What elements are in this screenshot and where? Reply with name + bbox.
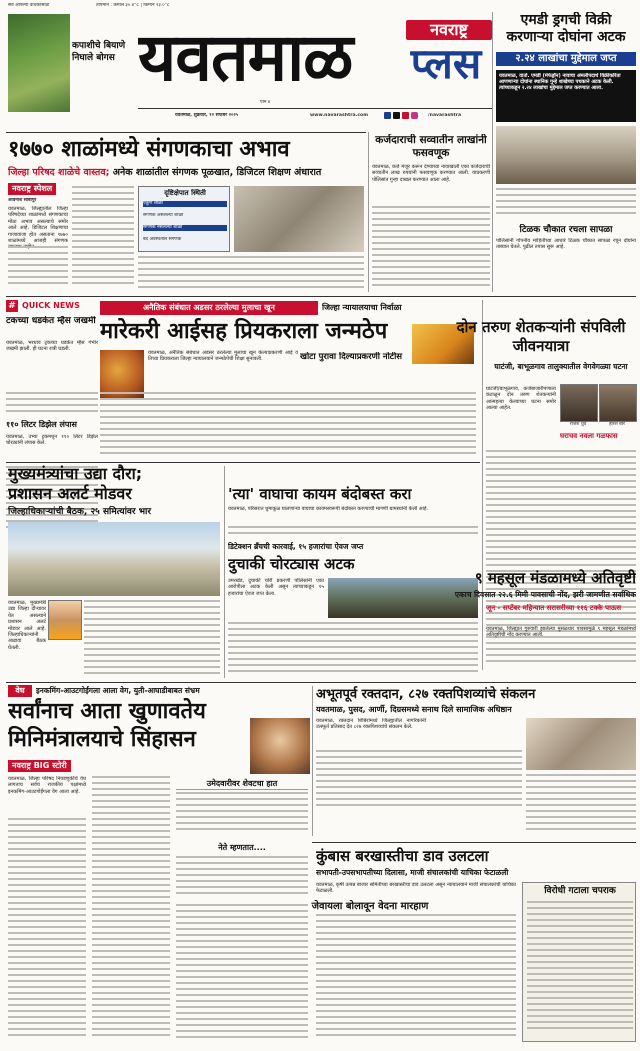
divider-tiger bbox=[224, 466, 225, 678]
lead-top-rule bbox=[6, 132, 366, 133]
lead-body-1: यवतमाळ, जिल्ह्यातील जिल्हा परिषदेच्या शाळांमध्ये संगणकाचा मोठा अभाव असल्याचे समोर आले आहे. डिजिटल शिक्षणाचा गाजावाजा होत असताना १७७० शाळांमध्ये आजही संगणक bbox=[8, 206, 68, 245]
kubas-body: यवतमाळ, कृषी उत्पन्न बाजार समितीच्या बरखास्तीचा डाव उलटला असून न्यायालयाने माजी संचालकांची याचिका फेटाळली. bbox=[316, 882, 516, 895]
md-caption-title: टिळक चौकात रचला सापळा bbox=[519, 225, 613, 235]
wedh-text-2 bbox=[92, 776, 170, 1044]
hash-icon: # bbox=[6, 300, 18, 312]
quicknews-item1-body: यवतमाळ, भरधाव ट्रकच्या धडकेत म्हैस गंभीर जखमी झाली. ही घटना रात्री घडली. bbox=[6, 340, 98, 353]
md-photo bbox=[496, 126, 636, 184]
cm-body: यवतमाळ, मुख्यमंत्री उद्या जिल्हा दौऱ्यावर येत असल्याने प्रशासन अलर्ट मोडवर आले आहे. जिल्हाधिकाऱ्यांनी आढावा बैठक घेतली. bbox=[8, 600, 46, 651]
kubas-subhead: सभापती-उपसभापतीच्या दिलासा, माजी संचालकांची याचिका फेटाळली bbox=[316, 868, 509, 877]
blood-photo bbox=[526, 718, 636, 770]
youtube-icon[interactable] bbox=[402, 112, 409, 119]
wedh-kicker: इनकमिंग-आउटगोईंगला आला वेग, युती-आघाडीबाबत संभ्रम bbox=[36, 686, 200, 695]
fraud-body: यवतमाळ, कर्ज मंजूर करून देण्याच्या नावाखाली एका कर्जदाराची सव्वातीन लाख रुपयांनी फसवणूक करण्यात आली. याप्रकरणी पोलिसांत गुन्हा दाखल करण्यात आला आहे. bbox=[372, 164, 490, 183]
rain-side-title: जून - सप्टेंबर महिन्यात सरासरीच्या ११६ टक्के पाऊस bbox=[486, 604, 622, 612]
cm-portrait bbox=[48, 600, 82, 640]
teaser-photo bbox=[8, 14, 70, 112]
lead-subhead: अनेक शाळांतील संगणक पूळखात, डिजिटल शिक्षण अंधारात bbox=[112, 167, 322, 178]
instagram-icon[interactable] bbox=[411, 112, 418, 119]
story-md-drug bbox=[496, 12, 636, 292]
lead-photo bbox=[234, 186, 364, 252]
quicknews-item1-lines bbox=[6, 392, 98, 418]
masthead-rule bbox=[138, 108, 492, 109]
cm-subhead: जिल्हाधिकाऱ्यांची बैठक, २५ समित्यांवर भार bbox=[8, 507, 152, 517]
lead-badge: नवराष्ट्र स्पेशल bbox=[8, 183, 56, 195]
lead-text-col-1 bbox=[8, 246, 68, 292]
quicknews-item2-title: ११० लिटर डिझेल लंपास bbox=[6, 420, 77, 429]
farmer-photo-1 bbox=[560, 384, 598, 422]
kubas-top-rule bbox=[312, 842, 636, 843]
page-number: पान ४ bbox=[260, 100, 271, 105]
wedh-box-2-text bbox=[176, 856, 308, 900]
social-handle: /navarashtra bbox=[428, 113, 462, 118]
infobox-row-1: एकूण शाळा bbox=[143, 201, 227, 207]
farmers-headline: दोन तरुण शेतकऱ्यांनी संपविली जीवनयात्रा bbox=[456, 318, 626, 355]
farmer-name-2: हरिश बोरे bbox=[609, 422, 625, 427]
cm-text bbox=[84, 600, 220, 680]
farmers-body: घाटंजी/बाभूळगाव, कर्जबाजारीपणाला कंटाळून दोन तरुण शेतकऱ्यांनी आत्महत्या केल्याच्या घटना समोर आल्या आहेत. bbox=[486, 386, 556, 412]
md-subhead: २.२४ लाखांचा मुद्देमाल जप्त bbox=[496, 52, 636, 66]
blood-headline: अभूतपूर्व रक्तदान, ८२७ रक्तपिशव्यांचे संकलन bbox=[316, 687, 536, 702]
wedh-illustration bbox=[250, 718, 310, 774]
weather-label: तापमान : कमाल ३०.४°c | किमान २३.०°c bbox=[96, 3, 170, 8]
md-headline: एमडी ड्रगची विक्री करणाऱ्या दोघांना अटक bbox=[506, 12, 626, 45]
court-text bbox=[100, 392, 476, 460]
md-photo-caption bbox=[496, 188, 636, 222]
infobox-row-3: संगणक नसलेल्या शाळा bbox=[143, 225, 227, 231]
wedh-box-1-text bbox=[176, 792, 308, 838]
quicknews-label: QUICK NEWS bbox=[22, 301, 80, 310]
quicknews-item2-body: यवतमाळ, उभ्या ट्रकमधून ११० लिटर डिझेल चोरट्यांनी लंपास केले. bbox=[6, 434, 98, 447]
masthead-top-left: सर्व आपल्या वाचकांसाठी bbox=[8, 3, 50, 8]
blood-photo-text bbox=[526, 774, 636, 834]
kubas-side-title: विरोधी गटाला चपराक bbox=[544, 886, 616, 896]
md-body: यवतमाळ, वार्ता. एमडी (मेफेड्रॉन) नावाचा अंमलीपदार्थ विक्रीकरिता आणणाऱ्या दोघांना स्थानिक गुन्हे शाखेच्या पथकाने अटक केली. त्यांच्याकडून २.२४ लाखांचा मुद्देमाल जप्त करण्यात आला. bbox=[499, 73, 621, 92]
dateline: यवतमाळ, शुक्रवार, १२ सप्टेंबर २०२५ bbox=[175, 113, 239, 118]
quicknews-item1-title: टकच्या धडकेत म्हैस जखमी bbox=[6, 316, 96, 326]
md-body-box bbox=[496, 70, 636, 122]
website[interactable]: www.navarashtra.com bbox=[310, 113, 368, 118]
x-icon[interactable] bbox=[393, 112, 400, 119]
wedh-box-1: उमेदवारीवर शेवटचा हात bbox=[176, 778, 308, 790]
divider-top-right bbox=[492, 12, 493, 292]
fraud-headline: कर्जदाराची सव्वातीन लाखांनी फसवणूक bbox=[375, 134, 487, 159]
court-kicker-row bbox=[100, 301, 480, 315]
wedh-headline-2: मिनिमंत्रालयाचे सिंहासन bbox=[8, 727, 196, 752]
theft-headline: दुचाकी चोरट्यास अटक bbox=[228, 555, 355, 573]
quicknews-top-rule bbox=[6, 296, 636, 297]
cm-top-rule bbox=[6, 462, 480, 463]
kubas-headline: कुंबास बरखास्तीचा डाव उलटला bbox=[316, 847, 489, 865]
farmers-subhead: घाटंजी, बाभूळगाव तालुक्यातील वेगवेगळ्या घटना bbox=[494, 362, 628, 371]
quicknews-column bbox=[6, 300, 98, 540]
divider-mid bbox=[368, 132, 369, 292]
wedh-text-1 bbox=[8, 818, 86, 1044]
wedh-box-3: जेवायला बोलावून वेदना मारहाण bbox=[311, 901, 429, 912]
court-headline: मारेकरी आईसह प्रियकराला जन्मठेप bbox=[100, 319, 388, 344]
rain-subhead: एकाच दिवसात २२.६ मिमी पावसाची नोंद, झरी जामणीत सर्वाधिक bbox=[454, 590, 636, 599]
wedh-badge: नवराष्ट्र BIG स्टोरी bbox=[8, 760, 71, 772]
farmers-box-title: घराचव नवला गळफास bbox=[560, 432, 618, 440]
fraud-text bbox=[372, 206, 490, 292]
lead-headline: १७७० शाळांमध्ये संगणकाचा अभाव bbox=[8, 137, 290, 162]
lead-text-col-2 bbox=[72, 186, 134, 292]
masthead-title: यवतमाळ bbox=[138, 18, 353, 96]
wedh-box-3-text bbox=[176, 904, 308, 1044]
brand-line2: प्लस bbox=[410, 39, 482, 88]
lead-byline: अविनाश साबापुरे bbox=[8, 198, 37, 203]
infobox-row-4: बंद अवस्थेतील संगणक bbox=[143, 237, 182, 242]
lead-subhead-row bbox=[8, 166, 364, 180]
kubas-side-text bbox=[527, 901, 633, 1037]
md-caption-lines bbox=[496, 188, 636, 222]
brand-line1: नवराष्ट्र bbox=[406, 20, 492, 40]
theft-kicker: डिटेक्शन ब्रँचची कारवाई, १५ हजारांचा ऐवज जप्त bbox=[228, 542, 364, 551]
wedh-label: वेध bbox=[8, 685, 32, 697]
rain-headline-visible: ९ महसूल मंडळामध्ये अतिवृष्टी bbox=[474, 569, 636, 587]
kubas-sidebox bbox=[522, 882, 636, 1042]
blood-body: यवतमाळ, रक्तदान शिबिरांमध्ये जिल्ह्यातील नागरिकांनी उत्स्फूर्त प्रतिसाद देत ८२७ रक्तपिशव्यांचे संकलन केले. bbox=[316, 718, 426, 731]
divider-blood bbox=[312, 686, 313, 836]
facebook-icon[interactable] bbox=[384, 112, 391, 119]
infobox-row-2: संगणक असलेल्या शाळा bbox=[143, 213, 184, 218]
infobox-title: दृष्टिक्षेपात स्थिती bbox=[164, 189, 206, 197]
court-body: यवतमाळ, अनैतिक संबंधात अडसर ठरलेल्या मुलाचा खून केल्याप्रकरणी आई व तिच्या प्रियकराला जिल्हा न्यायालयाने जन्मठेपेची शिक्षा सुनावली. bbox=[148, 350, 298, 363]
court-subhead: खोटा पुरावा दिल्याप्रकरणी नोटीस bbox=[300, 352, 403, 362]
lead-text-col-3 bbox=[138, 256, 364, 292]
wedh-box-2: नेते म्हणतात.... bbox=[218, 843, 266, 852]
wedh-body: यवतमाळ, जिल्हा परिषद निवडणुकीचे वेध लागताच सर्वच राजकीय पक्षांमध्ये इनकमिंग-आउटगोईंगला वेग आला आहे. bbox=[8, 776, 86, 795]
rain-body: यवतमाळ, जिल्ह्यात गुरुवारी झालेल्या मुसळधार पावसामुळे ९ महसूल मंडळांमध्ये अतिवृष्टीची नोंद करण्यात आली. bbox=[486, 626, 636, 639]
blood-subhead: यवतमाळ, पुसद, आर्णी, दिग्रसमध्ये सनाथ दिले सामाजिक अधिष्ठान bbox=[316, 705, 512, 714]
teaser-text: कपाशीचे बियाणे निघाले बोगस bbox=[72, 41, 126, 63]
farmer-name-1: राजेश धुर्वे bbox=[569, 422, 587, 427]
blood-text bbox=[316, 750, 522, 810]
court-kicker: अनैतिक संबंधात अडसर ठरलेल्या मुलाचा खून bbox=[100, 301, 318, 315]
cm-photo bbox=[8, 522, 220, 596]
cm-headline-2: प्रशासन अलर्ट मोडवर bbox=[8, 484, 132, 503]
brand-block bbox=[392, 20, 492, 92]
wedh-headline-1: सर्वांनाच आता खुणावतेय bbox=[8, 699, 206, 724]
theft-body: उमरखेड, दुचाकी चोरी प्रकरणी पोलिसांनी एका आरोपीला अटक केली असून त्याच्याकडून १५ हजारांचा ऐवज जप्त केला. bbox=[228, 578, 324, 597]
tiger-text bbox=[228, 526, 478, 540]
wedh-top-rule bbox=[6, 682, 636, 683]
tiger-headline: 'त्या' वाघाचा कायम बंदोबस्त करा bbox=[228, 485, 412, 503]
social-icons bbox=[384, 112, 424, 120]
cm-headline-1: मुख्यमंत्र्यांचा उद्या दौरा; bbox=[8, 464, 143, 483]
lead-subhead-red: जिल्हा परिषद शाळेचे वास्तव; bbox=[8, 167, 110, 178]
kubas-text bbox=[316, 914, 516, 1044]
lead-infobox bbox=[138, 186, 230, 252]
court-kicker2: जिल्हा न्यायालयाचा निर्वाळा bbox=[322, 303, 402, 312]
tiger-body: यवतमाळ, परिसरात धुमाकूळ घालणाऱ्या वाघाचा कायमस्वरूपी बंदोबस्त करण्याची मागणी ग्रामस्थांनी केली आहे. bbox=[228, 506, 429, 512]
md-caption-body: पोलिसांनी गोपनीय माहितीच्या आधारे टिळक चौकात सापळा रचून दोघांना ताब्यात घेतले. पुढील तपास सुरू आहे. bbox=[496, 238, 636, 251]
farmer-photo-2 bbox=[599, 384, 637, 422]
